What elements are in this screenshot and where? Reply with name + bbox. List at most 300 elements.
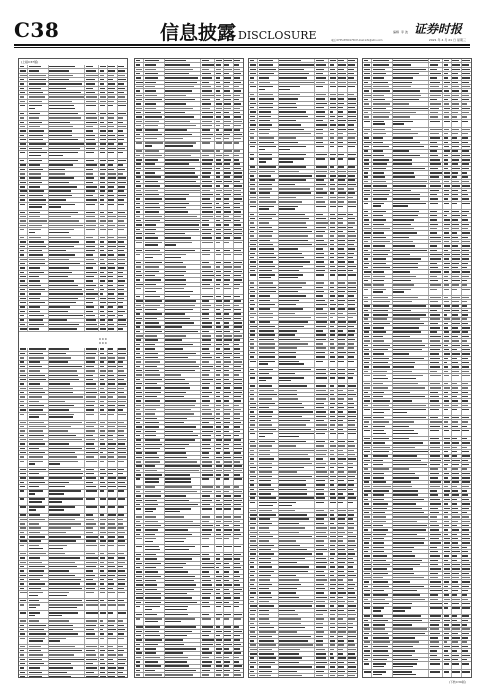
- table-cell: [393, 391, 430, 394]
- table-cell: [118, 185, 127, 188]
- table-cell: [372, 441, 392, 444]
- table-cell: [258, 432, 278, 439]
- table-row: [249, 85, 357, 93]
- table-cell: [315, 110, 329, 113]
- table-cell: [224, 673, 234, 676]
- table-cell: [144, 339, 164, 342]
- table-cell: [348, 68, 357, 71]
- table-cell: [279, 299, 316, 302]
- table-cell: [215, 365, 223, 368]
- table-cell: [429, 111, 443, 114]
- table-cell: [279, 338, 316, 341]
- table-cell: [201, 469, 215, 472]
- table-cell: [429, 197, 443, 200]
- table-cell: [234, 189, 243, 192]
- table-cell: [108, 314, 118, 317]
- table-cell: [363, 154, 372, 157]
- table-cell: [28, 271, 48, 274]
- table-cell: [201, 575, 215, 578]
- table-cell: [348, 308, 357, 311]
- table-cell: [19, 219, 28, 222]
- table-cell: [329, 497, 337, 500]
- table-cell: [372, 472, 392, 475]
- table-cell: [279, 488, 316, 491]
- table-cell: [315, 183, 329, 186]
- table-cell: [452, 305, 462, 308]
- table-cell: [135, 605, 144, 612]
- table-cell: [85, 425, 99, 428]
- table-cell: [338, 583, 348, 586]
- table-cell: [201, 579, 215, 582]
- table-cell: [19, 253, 28, 256]
- table-cell: [338, 471, 348, 474]
- table-cell: [462, 361, 471, 364]
- table-cell: [165, 193, 202, 196]
- table-cell: [372, 489, 392, 492]
- table-cell: [118, 425, 127, 428]
- table-cell: [215, 421, 223, 424]
- table-cell: [329, 475, 337, 478]
- table-cell: [19, 569, 28, 572]
- table-cell: [19, 266, 28, 269]
- table-cell: [393, 357, 430, 360]
- table-cell: [452, 236, 462, 239]
- table-cell: [19, 447, 28, 450]
- table-row: [135, 287, 243, 295]
- table-cell: [329, 153, 337, 156]
- table-cell: [135, 163, 144, 166]
- table-cell: [108, 518, 118, 521]
- table-cell: [279, 622, 316, 625]
- table-cell: [338, 192, 348, 195]
- table-cell: [429, 141, 443, 144]
- table-cell: [28, 628, 48, 631]
- table-cell: [28, 662, 48, 665]
- table-cell: [279, 239, 316, 242]
- table-cell: [348, 557, 357, 560]
- table-cell: [49, 240, 86, 243]
- table-cell: [258, 141, 278, 144]
- table-cell: [49, 271, 86, 274]
- table-cell: [49, 125, 86, 128]
- table-cell: [279, 444, 316, 447]
- table-cell: [338, 561, 348, 564]
- table-cell: [234, 304, 243, 307]
- table-cell: [144, 287, 164, 294]
- table-cell: [348, 351, 357, 354]
- table-cell: [108, 434, 118, 437]
- table-cell: [99, 653, 107, 656]
- table-cell: [249, 389, 258, 392]
- table-cell: [108, 361, 118, 364]
- table-cell: [462, 236, 471, 239]
- table-cell: [215, 473, 223, 476]
- table-row: [135, 241, 243, 249]
- table-cell: [372, 85, 392, 88]
- table-row: [363, 202, 471, 210]
- table-cell: [258, 596, 278, 599]
- table-cell: [85, 352, 99, 355]
- table-cell: [165, 469, 202, 472]
- table-cell: [279, 661, 316, 664]
- table-cell: [99, 356, 107, 359]
- table-cell: [224, 499, 234, 502]
- table-row: [135, 253, 243, 261]
- table-cell: [85, 310, 99, 313]
- table-cell: [108, 369, 118, 372]
- table-cell: [279, 217, 316, 220]
- table-cell: [108, 477, 118, 480]
- table-cell: [201, 167, 215, 170]
- table-cell: [108, 348, 118, 351]
- table-cell: [99, 78, 107, 81]
- table-cell: [393, 141, 430, 144]
- table-cell: [279, 273, 316, 280]
- table-cell: [234, 656, 243, 659]
- table-cell: [165, 274, 202, 277]
- table-row: [249, 501, 357, 509]
- table-cell: [224, 553, 234, 556]
- table-cell: [338, 351, 348, 354]
- table-cell: [28, 481, 48, 484]
- table-cell: [28, 382, 48, 385]
- table-cell: [315, 565, 329, 568]
- table-cell: [393, 89, 430, 92]
- table-cell: [144, 300, 164, 303]
- table-cell: [372, 391, 392, 394]
- table-cell: [443, 145, 451, 148]
- table-cell: [215, 219, 223, 222]
- table-cell: [234, 171, 243, 174]
- table-cell: [348, 570, 357, 573]
- table-cell: [108, 319, 118, 322]
- table-cell: [201, 142, 215, 149]
- table-cell: [338, 145, 348, 152]
- table-cell: [165, 421, 202, 424]
- table-cell: [249, 548, 258, 551]
- table-cell: [279, 247, 316, 250]
- table-cell: [452, 326, 462, 329]
- table-cell: [315, 137, 329, 140]
- table-cell: [19, 91, 28, 94]
- table-cell: [315, 583, 329, 586]
- table-cell: [19, 190, 28, 193]
- table-cell: [462, 305, 471, 308]
- table-cell: [85, 215, 99, 218]
- table-cell: [28, 447, 48, 450]
- table-cell: [372, 429, 392, 436]
- table-cell: [28, 400, 48, 403]
- table-cell: [452, 98, 462, 101]
- table-cell: [443, 326, 451, 329]
- table-cell: [462, 163, 471, 166]
- table-cell: [85, 632, 99, 635]
- table-cell: [258, 604, 278, 607]
- table-cell: [393, 227, 430, 230]
- table-cell: [429, 296, 443, 299]
- table-cell: [249, 604, 258, 607]
- table-cell: [215, 124, 223, 127]
- table-cell: [329, 72, 337, 75]
- table-cell: [443, 437, 451, 440]
- table-cell: [201, 533, 215, 536]
- table-cell: [348, 497, 357, 500]
- table-cell: [462, 365, 471, 368]
- table-cell: [443, 279, 451, 282]
- table-cell: [279, 170, 316, 173]
- table-cell: [85, 356, 99, 359]
- table-cell: [249, 587, 258, 590]
- table-cell: [224, 412, 234, 415]
- table-cell: [338, 368, 348, 371]
- table-cell: [215, 665, 223, 668]
- table-cell: [315, 635, 329, 638]
- table-row: [135, 142, 243, 150]
- table-cell: [118, 249, 127, 252]
- table-cell: [224, 643, 234, 646]
- table-cell: [393, 507, 430, 510]
- table-cell: [329, 449, 337, 452]
- table-cell: [429, 76, 443, 79]
- table-cell: [215, 478, 223, 485]
- table-cell: [329, 226, 337, 229]
- table-cell: [249, 591, 258, 594]
- table-cell: [215, 562, 223, 565]
- table-cell: [108, 185, 118, 188]
- table-cell: [363, 111, 372, 114]
- table-cell: [393, 498, 430, 501]
- table-cell: [165, 300, 202, 303]
- table-cell: [135, 643, 144, 646]
- table-cell: [224, 59, 234, 62]
- table-cell: [85, 319, 99, 322]
- table-cell: [338, 294, 348, 297]
- table-cell: [363, 296, 372, 299]
- table-cell: [338, 501, 348, 508]
- table-cell: [279, 639, 316, 642]
- table-cell: [144, 473, 164, 476]
- table-cell: [215, 575, 223, 578]
- table-cell: [452, 68, 462, 71]
- table-cell: [108, 451, 118, 454]
- table-cell: [234, 206, 243, 209]
- table-cell: [393, 111, 430, 114]
- table-cell: [443, 446, 451, 449]
- table-cell: [99, 421, 107, 424]
- table-row: [363, 120, 471, 128]
- table-cell: [329, 290, 337, 293]
- table-cell: [99, 87, 107, 90]
- table-cell: [108, 292, 118, 295]
- section-title: [160, 18, 317, 45]
- table-cell: [135, 261, 144, 264]
- table-cell: [315, 308, 329, 311]
- table-cell: [99, 582, 107, 585]
- table-cell: [315, 657, 329, 660]
- table-cell: [215, 236, 223, 239]
- table-cell: [118, 574, 127, 577]
- table-cell: [215, 167, 223, 170]
- table-cell: [118, 434, 127, 437]
- table-cell: [258, 410, 278, 413]
- table-cell: [108, 637, 118, 644]
- table-cell: [443, 339, 451, 342]
- table-cell: [118, 168, 127, 171]
- table-cell: [315, 402, 329, 405]
- table-cell: [258, 158, 278, 165]
- table-cell: [85, 224, 99, 227]
- table-cell: [144, 386, 164, 389]
- table-cell: [329, 397, 337, 400]
- table-cell: [201, 537, 215, 544]
- table-cell: [393, 85, 430, 88]
- table-cell: [135, 378, 144, 381]
- table-cell: [393, 374, 430, 381]
- table-cell: [165, 583, 202, 586]
- table-cell: [315, 102, 329, 105]
- table-cell: [258, 492, 278, 495]
- table-cell: [393, 489, 430, 492]
- table-cell: [452, 107, 462, 110]
- table-cell: [363, 515, 372, 518]
- table-row: [19, 228, 127, 236]
- table-cell: [19, 249, 28, 252]
- table-cell: [118, 514, 127, 517]
- table-row: [19, 490, 127, 498]
- table-cell: [118, 552, 127, 555]
- table-cell: [372, 214, 392, 217]
- table-cell: [329, 471, 337, 474]
- table-cell: [19, 306, 28, 309]
- table-cell: [28, 468, 48, 471]
- table-cell: [363, 120, 372, 127]
- table-cell: [85, 587, 99, 590]
- table-cell: [258, 325, 278, 328]
- table-cell: [338, 665, 348, 668]
- table-cell: [215, 382, 223, 385]
- table-cell: [135, 460, 144, 463]
- table-cell: [452, 395, 462, 398]
- table-cell: [363, 361, 372, 364]
- table-cell: [85, 408, 99, 411]
- table-cell: [315, 360, 329, 367]
- table-cell: [462, 322, 471, 325]
- table-cell: [348, 661, 357, 664]
- table-cell: [258, 239, 278, 242]
- table-cell: [279, 200, 316, 203]
- table-cell: [452, 498, 462, 501]
- table-cell: [224, 421, 234, 424]
- table-cell: [224, 308, 234, 311]
- table-cell: [249, 85, 258, 92]
- table-cell: [234, 360, 243, 363]
- table-cell: [279, 665, 316, 668]
- table-cell: [249, 312, 258, 315]
- table-cell: [315, 552, 329, 555]
- table-cell: [329, 583, 337, 586]
- table-cell: [135, 321, 144, 324]
- table-cell: [49, 369, 86, 372]
- table-cell: [329, 648, 337, 651]
- table-cell: [258, 453, 278, 456]
- table-cell: [85, 129, 99, 132]
- table-cell: [28, 565, 48, 568]
- table-cell: [19, 112, 28, 115]
- table-cell: [372, 63, 392, 66]
- table-cell: [118, 266, 127, 269]
- table-cell: [108, 485, 118, 488]
- table-cell: [135, 249, 144, 252]
- table-cell: [443, 489, 451, 492]
- table-cell: [215, 443, 223, 446]
- table-cell: [99, 527, 107, 530]
- table-cell: [315, 72, 329, 75]
- table-cell: [99, 288, 107, 291]
- table-cell: [363, 81, 372, 84]
- table-cell: [108, 413, 118, 420]
- table-cell: [99, 310, 107, 313]
- table-cell: [258, 243, 278, 246]
- table-cell: [85, 181, 99, 184]
- table-cell: [201, 652, 215, 655]
- table-cell: [429, 455, 443, 458]
- table-cell: [315, 213, 329, 216]
- table-cell: [258, 570, 278, 573]
- table-cell: [224, 669, 234, 672]
- table-cell: [452, 441, 462, 444]
- table-cell: [118, 468, 127, 471]
- table-cell: [49, 447, 86, 450]
- table-cell: [348, 565, 357, 568]
- table-cell: [462, 72, 471, 75]
- table-cell: [315, 531, 329, 534]
- table-cell: [338, 68, 348, 71]
- table-cell: [19, 472, 28, 475]
- table-cell: [315, 419, 329, 422]
- table-cell: [49, 284, 86, 287]
- table-cell: [118, 498, 127, 505]
- table-cell: [348, 93, 357, 96]
- table-cell: [108, 228, 118, 235]
- table-cell: [363, 231, 372, 234]
- table-cell: [118, 556, 127, 559]
- table-cell: [452, 382, 462, 385]
- table-cell: [258, 256, 278, 259]
- table-cell: [429, 463, 443, 466]
- table-cell: [19, 658, 28, 661]
- table-cell: [329, 574, 337, 577]
- table-cell: [224, 228, 234, 231]
- table-cell: [144, 193, 164, 196]
- table-cell: [224, 142, 234, 149]
- table-cell: [279, 613, 316, 616]
- table-cell: [249, 492, 258, 495]
- table-cell: [201, 399, 215, 402]
- table-cell: [393, 81, 430, 84]
- table-cell: [258, 299, 278, 302]
- table-cell: [279, 453, 316, 456]
- table-cell: [429, 167, 443, 170]
- table-cell: [108, 125, 118, 128]
- table-cell: [28, 327, 48, 330]
- table-cell: [363, 227, 372, 230]
- table-row: [249, 360, 357, 368]
- table-cell: [234, 391, 243, 394]
- table-cell: [462, 446, 471, 449]
- table-cell: [165, 465, 202, 468]
- table-cell: [19, 352, 28, 355]
- table-cell: [19, 374, 28, 377]
